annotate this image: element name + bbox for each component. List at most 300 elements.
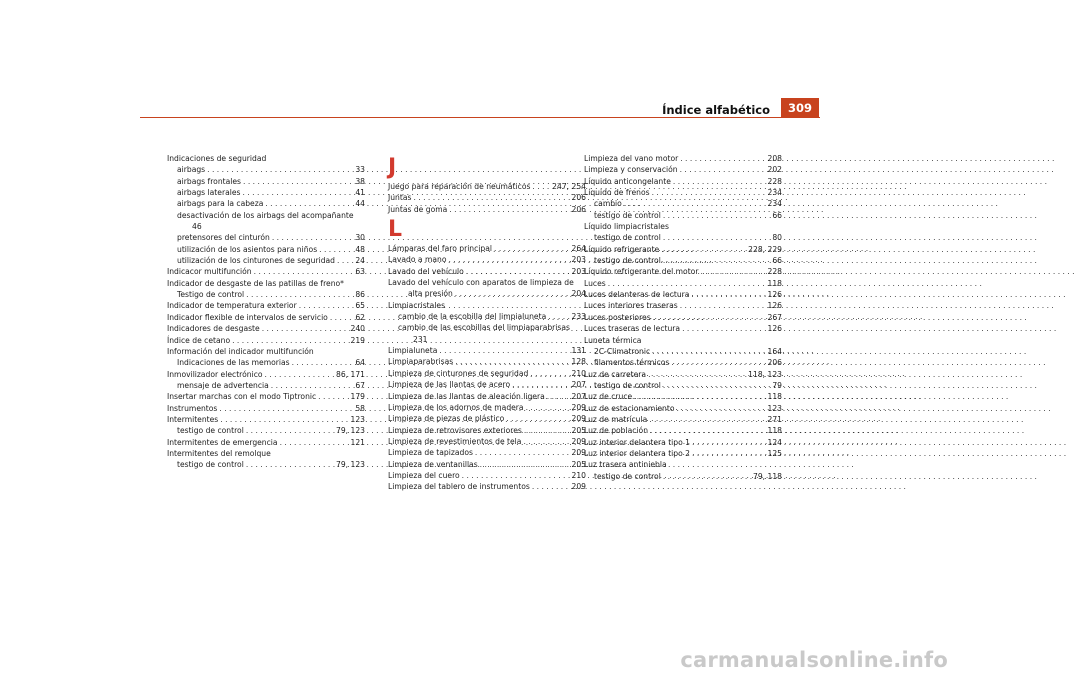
- index-entry-term: Limpieza de tapizados: [388, 448, 473, 458]
- index-entry-pages: 58: [355, 403, 365, 413]
- dot-leader: [475, 447, 570, 458]
- index-entry-term: airbags para la cabeza: [177, 199, 264, 209]
- index-entry: [167, 289, 365, 300]
- dot-leader: [292, 357, 354, 368]
- index-entry-pages: 126: [767, 301, 782, 311]
- dot-leader: [624, 198, 766, 209]
- dot-leader: [663, 255, 771, 266]
- index-entry-term: cambio: [594, 199, 622, 209]
- index-entry-pages: 79, 123: [336, 460, 365, 470]
- index-entry-term: Luces delanteras de lectura: [584, 290, 690, 300]
- index-entry-pages: 228: [767, 176, 782, 186]
- index-entry-term: Limpieza y conservación: [584, 165, 678, 175]
- index-entry-term: Limpieza del cuero: [388, 470, 460, 480]
- index-entry: [388, 481, 586, 492]
- index-entry: [167, 346, 365, 357]
- index-entry-term: Luces posteriores: [584, 312, 651, 322]
- index-entry-pages: 123: [767, 403, 782, 413]
- index-entry-term: Limpieza de las llantas de acero: [388, 380, 511, 390]
- index-entry: [388, 459, 586, 470]
- dot-leader: [265, 198, 353, 209]
- dot-leader: [547, 391, 570, 402]
- index-entry-pages: 79, 123: [336, 426, 365, 436]
- index-entry-term: Indicaciones de seguridad: [167, 154, 267, 163]
- index-entry: [388, 277, 586, 288]
- index-entry: [584, 312, 782, 323]
- dot-leader: [663, 471, 751, 482]
- dot-leader: [318, 391, 348, 402]
- index-entry: [388, 425, 586, 436]
- index-entry-term: airbags laterales: [177, 188, 241, 198]
- dot-leader: [530, 368, 569, 379]
- index-entry-pages: 118, 123: [748, 369, 782, 379]
- dot-leader: [680, 300, 766, 311]
- index-entry: [167, 391, 365, 402]
- dot-leader: [650, 425, 765, 436]
- index-entry-pages: 41: [355, 188, 365, 198]
- index-entry: [167, 266, 365, 277]
- index-entry-pages: 65: [355, 301, 365, 311]
- index-entry: [584, 198, 782, 209]
- index-entry-continuation: 231: [413, 334, 428, 344]
- index-entry: [584, 335, 782, 346]
- index-entry-pages: 208: [767, 154, 782, 163]
- index-entry-pages: 203: [571, 255, 586, 265]
- index-entry-pages: 118: [767, 278, 782, 288]
- index-entry-pages: 206: [571, 204, 586, 214]
- index-entry-pages: 179: [350, 392, 365, 402]
- index-entry-term: Limpialuneta: [388, 346, 438, 356]
- index-entry: [584, 357, 782, 368]
- index-entry-term: Índice de cetano: [167, 335, 231, 345]
- dot-leader: [663, 210, 771, 221]
- index-entry: [584, 210, 782, 221]
- index-entry-term: Intermitentes: [167, 414, 219, 424]
- index-entry-pages: 33: [355, 165, 365, 175]
- index-entry: [167, 369, 365, 380]
- index-entry: [584, 300, 782, 311]
- index-entry-pages: 202: [767, 165, 782, 175]
- index-entry: [584, 187, 782, 198]
- dot-leader: [526, 402, 570, 413]
- index-entry-term: Limpieza de retrovisores exteriores: [388, 425, 522, 435]
- index-entry: [584, 425, 782, 436]
- index-entry-term: Líquido refrigerante del motor: [584, 267, 699, 277]
- dot-leader: [494, 243, 570, 254]
- dot-leader: [466, 266, 570, 277]
- index-entry-term: Luces traseras de lectura: [584, 324, 681, 334]
- index-entry-pages: 219: [350, 335, 365, 345]
- index-entry-term: airbags: [177, 165, 206, 175]
- index-entry: [167, 187, 365, 198]
- dot-leader: [462, 470, 570, 481]
- dot-leader: [246, 459, 334, 470]
- index-entry-term: Limpieza de ventanillas: [388, 459, 478, 469]
- index-entry-term: Limpiacristales: [388, 300, 446, 310]
- index-entry-term: Indicador de temperatura exterior: [167, 301, 297, 311]
- index-entry: [167, 232, 365, 243]
- dot-leader: [207, 164, 353, 175]
- index-entry: [584, 176, 782, 187]
- index-entry-pages: 209: [571, 436, 586, 446]
- index-entry-term: 2C-Climatronic: [594, 346, 651, 356]
- index-entry-term: testigo de control: [177, 426, 244, 436]
- dot-leader: [262, 323, 349, 334]
- dot-leader: [271, 380, 354, 391]
- index-entry-pages: 86: [355, 290, 365, 300]
- index-entry-pages: 240: [350, 324, 365, 334]
- index-entry-term: Juego para reparación de neumáticos: [388, 182, 531, 191]
- index-entry-pages: 203: [571, 266, 586, 276]
- dot-leader: [455, 356, 569, 367]
- index-entry-pages: 164: [767, 346, 782, 356]
- index-entry-term: Limpieza de piezas de plástico: [388, 414, 505, 424]
- dot-leader: [449, 254, 570, 265]
- index-entry-pages: 234: [767, 199, 782, 209]
- index-entry-term: Limpiaparabrisas: [388, 357, 454, 367]
- index-entry-pages: 66: [772, 210, 782, 220]
- index-entry-pages: 63: [355, 267, 365, 277]
- index-entry-pages: 80: [772, 233, 782, 243]
- index-entry: [584, 221, 782, 232]
- dot-leader: [652, 187, 766, 198]
- index-entry: [388, 368, 586, 379]
- index-entry-term: filamentos térmicos: [594, 358, 670, 368]
- dot-leader: [649, 414, 765, 425]
- dot-leader: [663, 232, 771, 243]
- index-entry-term: Indicador de desgaste de las patillas de freno*: [167, 278, 344, 288]
- index-entry: [167, 459, 365, 470]
- index-entry: [584, 323, 782, 334]
- index-column-2: [388, 153, 586, 493]
- index-entry-term: utilización de los cinturones de seguridad: [177, 256, 335, 266]
- index-entry-term: Limpieza de revestimientos de tela: [388, 436, 522, 446]
- index-entry-term: Limpieza de las llantas de aleación ligera: [388, 391, 545, 401]
- dot-leader: [691, 289, 765, 300]
- dot-leader: [506, 413, 569, 424]
- dot-leader: [439, 345, 569, 356]
- index-entry-term: Testigo de control: [177, 290, 245, 300]
- index-entry-term: Luces interiores traseras: [584, 301, 678, 311]
- index-entry-pages: 125: [767, 448, 782, 458]
- index-entry-term: Intermitentes del remolque: [167, 448, 271, 458]
- header-rule: [140, 117, 820, 118]
- dot-leader: [692, 448, 765, 459]
- index-entry-term: airbags frontales: [177, 176, 242, 186]
- index-entry: [167, 312, 365, 323]
- dot-leader: [680, 164, 766, 175]
- index-entry: [584, 391, 782, 402]
- index-entry-term: Luz de cruce: [584, 392, 633, 402]
- index-entry-pages: 206: [767, 358, 782, 368]
- index-entry-pages: 233: [571, 312, 586, 322]
- index-entry: [167, 153, 365, 164]
- index-entry: [584, 164, 782, 175]
- index-entry-term: Juntas de goma: [388, 204, 448, 214]
- index-entry: [584, 289, 782, 300]
- index-entry-term: Líquido refrigerante: [584, 244, 660, 254]
- index-entry-pages: 209: [571, 402, 586, 412]
- index-entry-pages: 234: [767, 188, 782, 198]
- index-entry-pages: 86, 171: [336, 369, 365, 379]
- index-entry: [584, 266, 782, 277]
- dot-leader: [652, 346, 765, 357]
- index-entry-term: Lavado del vehículo: [388, 266, 464, 276]
- index-entry: [167, 380, 365, 391]
- index-entry: [167, 176, 365, 187]
- index-entry-pages: 118: [767, 392, 782, 402]
- index-column-3: [584, 153, 782, 482]
- index-entry-term: Inmovilizador electrónico: [167, 369, 263, 379]
- dot-leader: [653, 312, 766, 323]
- index-entry-term: mensaje de advertencia: [177, 380, 269, 390]
- dot-leader: [219, 403, 353, 414]
- index-entry-pages: 271: [767, 414, 782, 424]
- index-entry: [167, 255, 365, 266]
- index-entry: [584, 153, 782, 164]
- index-entry-term: Limpieza del tablero de instrumentos: [388, 482, 530, 492]
- index-entry: [584, 380, 782, 391]
- dot-leader: [480, 459, 570, 470]
- index-entry: [167, 278, 365, 289]
- index-entry-term: Juntas: [388, 193, 412, 203]
- dot-leader: [220, 414, 348, 425]
- dot-leader: [246, 425, 334, 436]
- index-entry-term: Lavado a mano: [388, 255, 447, 265]
- dot-leader: [337, 255, 353, 266]
- index-entry-term: Luz de población: [584, 426, 649, 436]
- index-entry-term: Luz de carretera: [584, 369, 647, 379]
- index-entry-term: Información del indicador multifunción: [167, 346, 314, 356]
- index-entry-pages: 205: [571, 425, 586, 435]
- index-entry: [584, 414, 782, 425]
- index-entry: [167, 357, 365, 368]
- index-entry-term: utilización de los asientos para niños: [177, 244, 318, 254]
- dot-leader: [680, 153, 765, 164]
- index-entry-pages: 66: [772, 256, 782, 266]
- index-entry: [584, 255, 782, 266]
- index-entry-pages: 267: [767, 312, 782, 322]
- index-entry: [388, 356, 586, 367]
- index-entry-term: Limpieza de cinturones de seguridad: [388, 368, 529, 378]
- index-entry-term: Líquido anticongelante: [584, 176, 671, 186]
- index-entry-pages: 207: [571, 380, 586, 390]
- index-entry-pages: 131: [571, 346, 586, 356]
- index-entry: [388, 243, 586, 254]
- dot-leader: [700, 266, 765, 277]
- index-entry: [388, 345, 586, 356]
- dot-leader: [272, 232, 354, 243]
- dot-leader: [232, 335, 348, 346]
- index-entry: [388, 447, 586, 458]
- dot-leader: [648, 369, 746, 380]
- dot-leader: [661, 244, 746, 255]
- index-entry: [584, 471, 782, 482]
- index-entry-term: Limpieza de los adornos de madera: [388, 402, 524, 412]
- index-entry-term: testigo de control: [177, 460, 244, 470]
- dot-leader: [671, 357, 765, 368]
- index-entry: [584, 437, 782, 448]
- index-entry-pages: 210: [571, 470, 586, 480]
- watermark: carmanualsonline.info: [680, 648, 948, 672]
- dot-leader: [242, 187, 353, 198]
- dot-leader: [532, 481, 570, 492]
- index-entry: [388, 254, 586, 265]
- index-entry-term: desactivación de los airbags del acompañante: [177, 210, 354, 220]
- index-entry-pages: 264: [571, 244, 586, 254]
- index-entry: [167, 403, 365, 414]
- dot-leader: [548, 311, 569, 322]
- index-entry-pages: 126: [767, 290, 782, 300]
- index-entry-pages: 79: [772, 380, 782, 390]
- index-entry-pages: 204: [571, 289, 586, 299]
- index-entry: [167, 335, 365, 346]
- index-entry-pages: 128: [571, 357, 586, 367]
- index-entry: [388, 300, 586, 311]
- index-entry-term: Limpieza del vano motor: [584, 154, 679, 163]
- index-entry-term: Insertar marchas con el modo Tiptronic: [167, 392, 317, 402]
- dot-leader: [692, 437, 765, 448]
- index-entry: [584, 244, 782, 255]
- index-entry-pages: 67: [355, 380, 365, 390]
- index-letter-heading: J: [388, 155, 397, 180]
- dot-leader: [280, 437, 349, 448]
- index-entry: [388, 204, 586, 215]
- page-number: 309: [781, 98, 819, 118]
- index-entry-term: Luces: [584, 278, 606, 288]
- dot-leader: [532, 181, 550, 192]
- index-entry-pages: 228, 229: [748, 244, 782, 254]
- index-entry: [167, 198, 365, 209]
- index-entry: [167, 210, 365, 221]
- dot-leader: [663, 380, 771, 391]
- index-entry-pages: 247, 254: [552, 182, 586, 191]
- index-entry: [388, 436, 586, 447]
- index-entry-pages: 79, 118: [753, 471, 782, 481]
- dot-leader: [524, 425, 570, 436]
- dot-leader: [673, 176, 766, 187]
- index-entry: [388, 470, 586, 481]
- dot-leader: [449, 204, 569, 215]
- index-entry: [584, 278, 782, 289]
- index-entry: [388, 181, 586, 192]
- index-entry-pages: 209: [571, 448, 586, 458]
- dot-leader: [413, 192, 569, 203]
- index-column-1: [167, 153, 365, 471]
- index-entry-term: Luz de estacionamiento: [584, 403, 675, 413]
- index-entry-pages: 124: [767, 437, 782, 447]
- index-entry-term: Indicaciones de las memorias: [177, 358, 290, 368]
- index-entry-pages: 205: [571, 459, 586, 469]
- index-entry-term: Luz de matrícula: [584, 414, 648, 424]
- index-entry: [167, 300, 365, 311]
- index-letter-heading: L: [388, 217, 403, 243]
- index-entry-pages: 210: [571, 368, 586, 378]
- dot-leader: [608, 278, 766, 289]
- index-entry: [388, 311, 586, 322]
- index-entry: [388, 391, 586, 402]
- index-entry-term: testigo de control: [594, 233, 661, 243]
- index-entry-term: Luz trasera antiniebla: [584, 460, 667, 470]
- dot-leader: [243, 176, 353, 187]
- index-entry-term: cambio de las escobillas del limpiaparabrisas: [398, 323, 570, 333]
- dot-leader: [682, 323, 765, 334]
- index-entry-pages: 121: [350, 437, 365, 447]
- index-entry-term: Luz interior delantera tipo 2: [584, 448, 691, 458]
- index-entry: [167, 425, 365, 436]
- index-entry-term: Líquido limpiacristales: [584, 222, 669, 232]
- index-entry: [388, 288, 586, 299]
- index-entry: [388, 192, 586, 203]
- index-entry: [167, 448, 365, 459]
- index-entry-term: testigo de control: [594, 471, 661, 481]
- index-entry-term: testigo de control: [594, 380, 661, 390]
- index-entry: [388, 413, 586, 424]
- index-entry-pages: 206: [571, 193, 586, 203]
- index-entry-term: Indicacor multifunción: [167, 267, 252, 277]
- index-entry-term: Lavado del vehículo con aparatos de limpieza de: [388, 278, 574, 288]
- index-entry-pages: 209: [571, 482, 586, 492]
- index-entry-pages: 24: [355, 256, 365, 266]
- index-entry-pages: 228: [767, 267, 782, 277]
- dot-leader: [299, 300, 354, 311]
- index-entry-term: Instrumentos: [167, 403, 218, 413]
- index-entry: [584, 448, 782, 459]
- index-entry: [388, 379, 586, 390]
- index-entry-term: pretensores del cinturón: [177, 233, 270, 243]
- dot-leader: [455, 288, 570, 299]
- index-entry-term: cambio de la escobilla del limpialuneta: [398, 312, 547, 322]
- dot-leader: [523, 436, 569, 447]
- section-title: Índice alfabético: [662, 103, 770, 117]
- dot-leader: [246, 289, 353, 300]
- dot-leader: [254, 266, 354, 277]
- index-entry-term: testigo de control: [594, 256, 661, 266]
- index-entry: [584, 346, 782, 357]
- dot-leader: [330, 312, 354, 323]
- index-entry-pages: 38: [355, 176, 365, 186]
- index-entry-term: Lámparas del faro principal: [388, 244, 492, 254]
- dot-leader: [512, 379, 569, 390]
- index-entry-term: Intermitentes de emergencia: [167, 437, 278, 447]
- index-entry-pages: 64: [355, 358, 365, 368]
- index-entry: [584, 232, 782, 243]
- index-entry-term: testigo de control: [594, 210, 661, 220]
- index-entry: [584, 459, 782, 470]
- index-entry-term: Luz interior delantera tipo 1: [584, 437, 691, 447]
- index-entry: [584, 403, 782, 414]
- index-entry-term: Indicador flexible de intervalos de servicio: [167, 312, 328, 322]
- index-entry: [388, 322, 586, 333]
- dot-leader: [677, 403, 766, 414]
- index-entry-term: alta presión: [408, 289, 453, 299]
- index-entry-pages: 126: [767, 324, 782, 334]
- index-entry-pages: 30: [355, 233, 365, 243]
- index-entry: [167, 414, 365, 425]
- index-entry-pages: 44: [355, 199, 365, 209]
- index-entry: [388, 402, 586, 413]
- index-entry-pages: 48: [355, 244, 365, 254]
- index-entry-pages: 209: [571, 414, 586, 424]
- index-entry-continuation: 46: [192, 222, 202, 232]
- index-entry: [167, 323, 365, 334]
- dot-leader: [634, 391, 765, 402]
- dot-leader: [265, 369, 334, 380]
- index-entry-term: Indicadores de desgaste: [167, 324, 260, 334]
- index-entry-pages: 207: [571, 391, 586, 401]
- index-entry-term: Líquido de frenos: [584, 188, 650, 198]
- dot-leader: [319, 244, 353, 255]
